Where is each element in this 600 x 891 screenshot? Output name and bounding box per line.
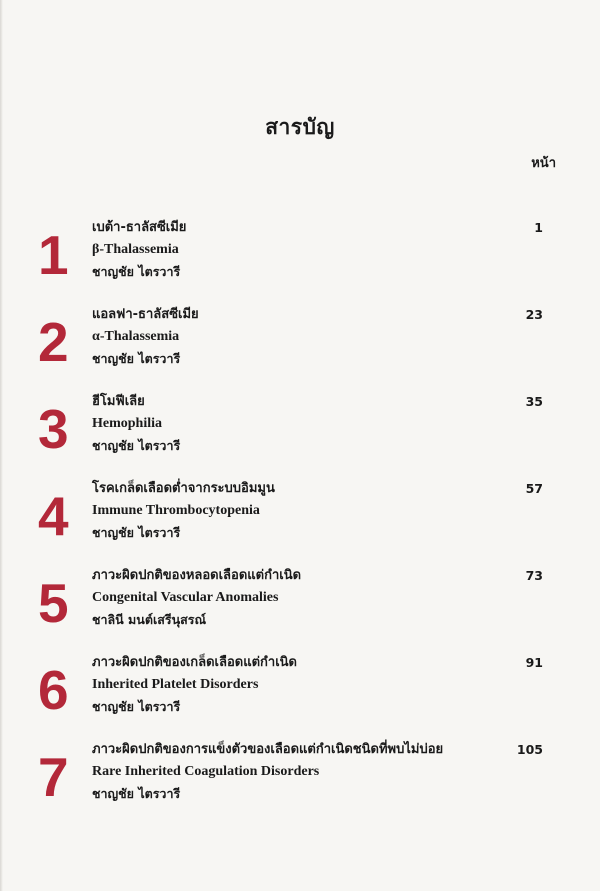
chapter-author: ชาญชัย ไตรวารี — [92, 699, 181, 714]
chapter-author: ชาญชัย ไตรวารี — [92, 264, 181, 279]
chapter-page-number[interactable]: 105 — [516, 742, 543, 757]
chapter-thai-title[interactable]: ภาวะผิดปกติของหลอดเลือดแต่กำเนิด — [92, 568, 302, 583]
chapter-entry-1[interactable] — [0, 219, 600, 299]
chapter-number: 2 — [38, 311, 69, 373]
chapter-number: 6 — [38, 659, 69, 721]
chapter-entry-6[interactable] — [0, 654, 600, 734]
toc-title: สารบัญ — [265, 115, 335, 139]
chapter-thai-title[interactable]: ภาวะผิดปกติของการแข็งตัวของเลือดแต่กำเนิดชนิดที่พบไม่บ่อย — [92, 742, 444, 757]
chapter-number: 1 — [38, 224, 69, 286]
chapter-page-number[interactable]: 35 — [525, 394, 543, 409]
chapter-english-title[interactable]: Immune Thrombocytopenia — [92, 503, 260, 518]
chapter-author: ชาลินี มนต์เสรีนุสรณ์ — [92, 612, 207, 627]
chapter-page-number[interactable]: 57 — [525, 481, 543, 496]
chapter-thai-title[interactable]: เบต้า-ธาลัสซีเมีย — [92, 220, 187, 235]
chapter-author: ชาญชัย ไตรวารี — [92, 351, 181, 366]
chapter-english-title[interactable]: Congenital Vascular Anomalies — [92, 590, 279, 605]
chapter-entry-5[interactable] — [0, 567, 600, 647]
chapter-author: ชาญชัย ไตรวารี — [92, 438, 181, 453]
chapter-page-number[interactable]: 73 — [525, 568, 543, 583]
chapter-number: 7 — [38, 746, 69, 808]
chapter-thai-title[interactable]: ภาวะผิดปกติของเกล็ดเลือดแต่กำเนิด — [92, 655, 297, 670]
chapter-number: 5 — [38, 572, 69, 634]
chapter-entry-4[interactable] — [0, 480, 600, 560]
chapter-page-number[interactable]: 91 — [525, 655, 543, 670]
chapter-number: 3 — [38, 398, 69, 460]
chapter-author: ชาญชัย ไตรวารี — [92, 786, 181, 801]
chapter-thai-title[interactable]: ฮีโมฟีเลีย — [92, 394, 145, 409]
chapter-entry-2[interactable] — [0, 306, 600, 386]
chapter-page-number[interactable]: 23 — [525, 307, 543, 322]
chapter-entry-3[interactable] — [0, 393, 600, 473]
chapter-page-number[interactable]: 1 — [534, 220, 543, 235]
chapter-thai-title[interactable]: โรคเกล็ดเลือดต่ำจากระบบอิมมูน — [92, 481, 275, 496]
chapter-english-title[interactable]: β-Thalassemia — [92, 242, 179, 257]
chapter-english-title[interactable]: Inherited Platelet Disorders — [92, 677, 259, 692]
chapter-english-title[interactable]: α-Thalassemia — [92, 329, 180, 344]
chapter-english-title[interactable]: Hemophilia — [92, 416, 163, 431]
chapter-entry-7[interactable] — [0, 741, 600, 821]
page-column-label: หน้า — [531, 156, 556, 171]
chapter-thai-title[interactable]: แอลฟา-ธาลัสซีเมีย — [92, 307, 199, 322]
chapter-number: 4 — [38, 485, 69, 547]
chapter-author: ชาญชัย ไตรวารี — [92, 525, 181, 540]
chapter-english-title[interactable]: Rare Inherited Coagulation Disorders — [92, 764, 320, 779]
